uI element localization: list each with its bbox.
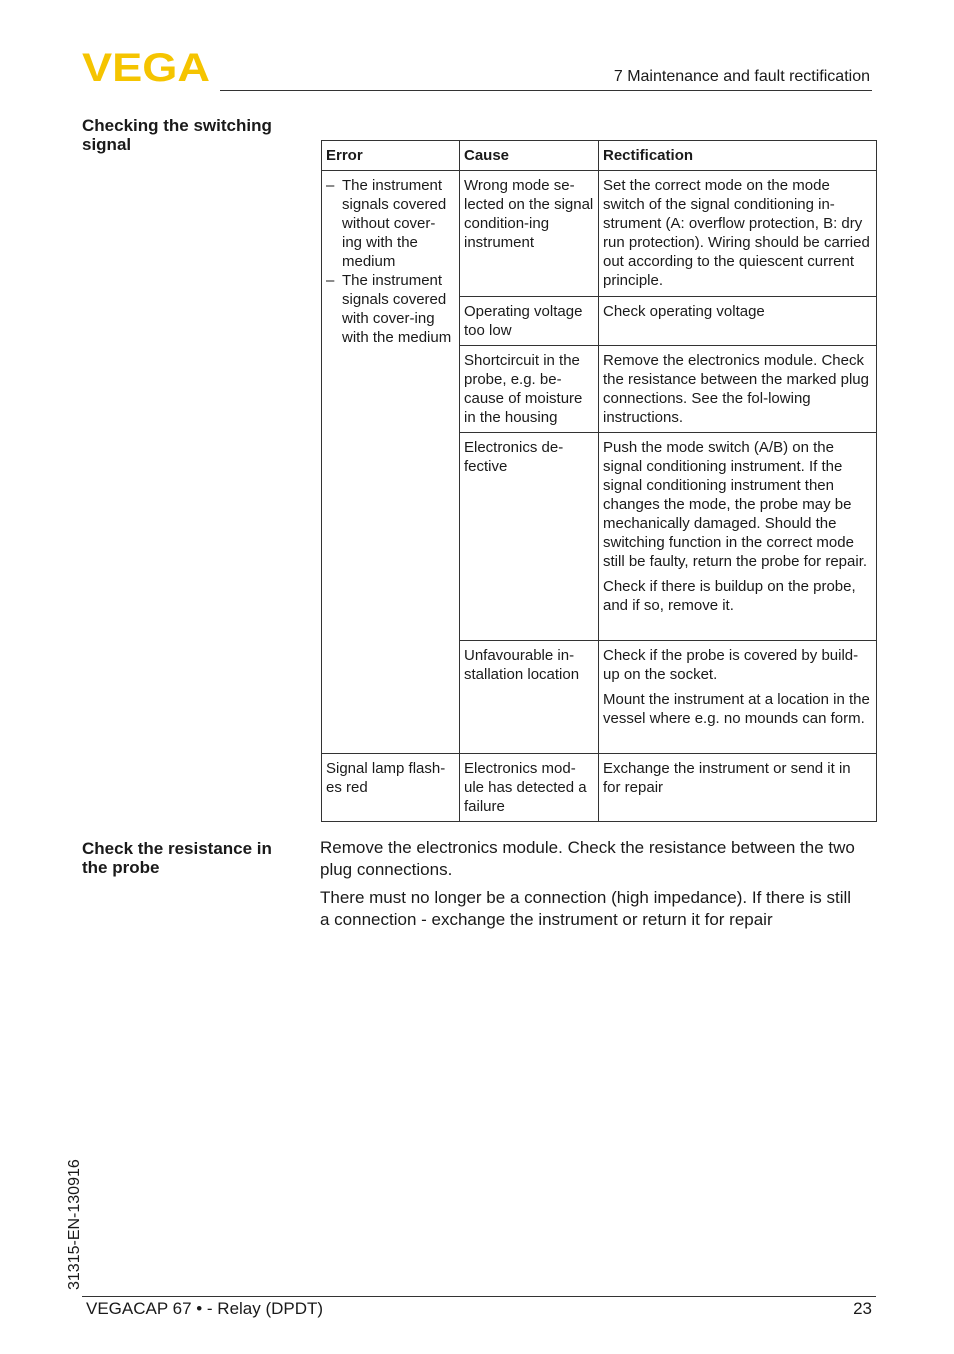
cause-cell: Unfavourable in-stallation location xyxy=(460,641,599,754)
error-item: – The instrument signals covered with cover-ing with the medium xyxy=(326,271,455,347)
cause-cell: Wrong mode se-lected on the signal condition-ing instrument xyxy=(460,171,599,297)
vega-logo-text: VEGA xyxy=(82,50,210,84)
cause-cell: Electronics de-fective xyxy=(460,433,599,641)
error-cell xyxy=(322,171,460,754)
col-header-cause: Cause xyxy=(460,141,599,171)
rectification-cell xyxy=(599,433,877,641)
rectification-text: Check operating voltage xyxy=(603,303,765,320)
section-title: 7 Maintenance and fault rectification xyxy=(613,68,870,85)
table-header-row xyxy=(322,141,877,171)
paragraph: Remove the electronics module. Check the resistance between the two plug connections. xyxy=(320,838,855,879)
rectification-cell xyxy=(599,641,877,754)
error-cell: Signal lamp flash-es red xyxy=(322,754,460,822)
rectification-text: Remove the electronics module. Check the resistance between the marked plug connections. See the fol-lowing instructions. xyxy=(603,352,869,426)
table-row xyxy=(322,754,877,822)
heading-check-resistance: Check the resistance in the probe xyxy=(82,839,272,877)
rectification-cell xyxy=(599,297,877,346)
rectification-text: Check if the probe is covered by build-up on the socket. xyxy=(603,647,859,683)
product-name: VEGACAP 67 • - Relay (DPDT) xyxy=(86,1299,324,1318)
rectification-text: Push the mode switch (A/B) on the signal conditioning instrument. If the signal conditioning instrument then changes the mode, the probe may be mechanically damaged. Should the switching function in the correct mode still be faulty, return the probe for repair. xyxy=(603,439,868,570)
header-divider xyxy=(220,90,872,91)
cause-cell: Electronics mod-ule has detected a failure xyxy=(460,754,599,822)
rectification-text: Set the correct mode on the mode switch of the signal conditioning in-strument (A: overflow protection, B: dry run protection). Wiring should be carried out according to the quiescent current principle. xyxy=(603,177,870,289)
rectification-text: Check if there is buildup on the probe, and if so, remove it. xyxy=(603,578,856,614)
col-header-error: Error xyxy=(322,141,460,171)
document-id: 31315-EN-130916 xyxy=(66,1159,83,1290)
error-item: – The instrument signals covered without cover-ing with the medium xyxy=(326,176,455,271)
rectification-text: Mount the instrument at a location in the vessel where e.g. no mounds can form. xyxy=(603,691,870,727)
col-header-rectification: Rectification xyxy=(599,141,877,171)
paragraph: There must no longer be a connection (high impedance). If there is still a connection - exchange the instrument or return it for repair xyxy=(320,888,852,929)
footer-divider xyxy=(82,1296,876,1297)
vega-logo xyxy=(82,50,212,84)
resistance-instructions xyxy=(320,837,865,937)
page-number: 23 xyxy=(853,1299,872,1318)
cause-cell: Shortcircuit in the probe, e.g. be-cause of moisture in the housing xyxy=(460,346,599,433)
rectification-cell xyxy=(599,346,877,433)
fault-table xyxy=(321,140,877,822)
rectification-cell: Exchange the instrument or send it in for repair xyxy=(599,754,877,822)
table-row xyxy=(322,171,877,297)
error-list xyxy=(326,176,455,347)
rectification-cell xyxy=(599,171,877,297)
cause-cell: Operating voltage too low xyxy=(460,297,599,346)
heading-checking-switching-signal: Checking the switching signal xyxy=(82,116,272,154)
